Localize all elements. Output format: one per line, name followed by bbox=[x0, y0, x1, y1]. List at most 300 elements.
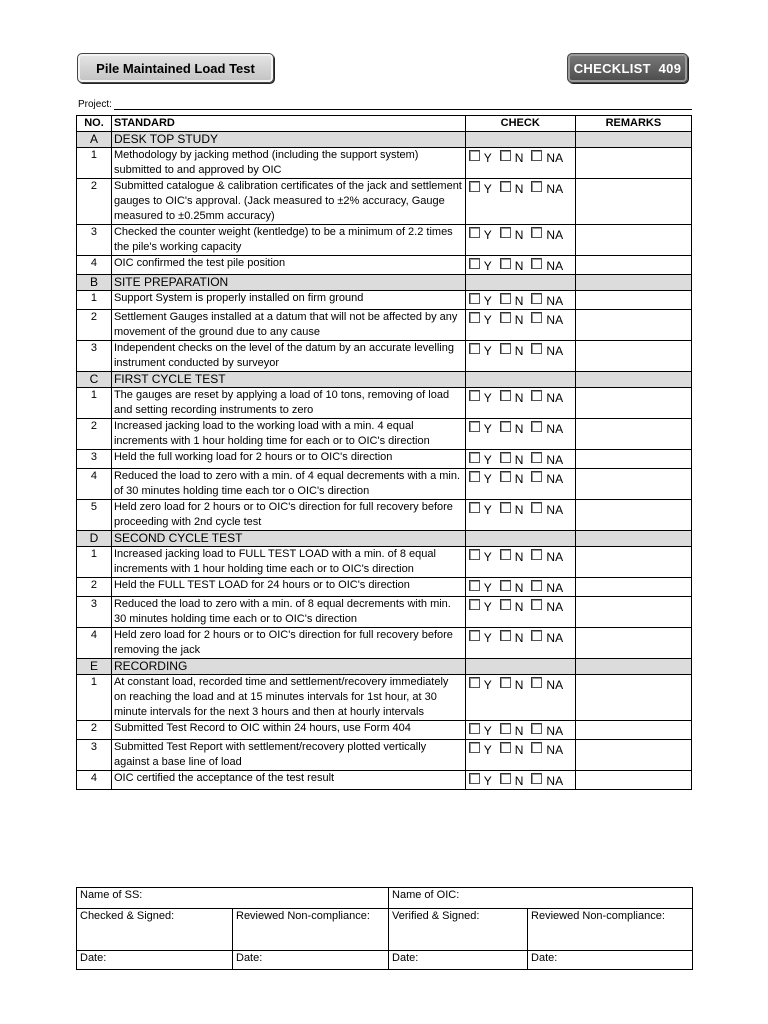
option-y-label: Y bbox=[483, 743, 492, 757]
check-options bbox=[469, 550, 575, 565]
option-na-label: NA bbox=[546, 472, 564, 486]
checkbox-n[interactable] bbox=[500, 343, 511, 354]
option-na[interactable] bbox=[531, 313, 563, 328]
item-check-cell bbox=[465, 547, 575, 578]
checkbox-na[interactable] bbox=[531, 421, 542, 432]
date-field-4[interactable]: Date: bbox=[528, 951, 693, 970]
checkbox-na[interactable] bbox=[531, 452, 542, 463]
checkbox-na[interactable] bbox=[531, 227, 542, 238]
option-na-label: NA bbox=[546, 259, 564, 273]
option-y[interactable] bbox=[469, 581, 492, 596]
option-n-label: N bbox=[514, 472, 524, 486]
option-n[interactable] bbox=[500, 550, 524, 565]
checkbox-na[interactable] bbox=[531, 580, 542, 591]
option-n[interactable] bbox=[500, 259, 524, 274]
item-standard-text: Held the FULL TEST LOAD for 24 hours or to OIC's direction bbox=[111, 578, 465, 597]
section-remarks-cell bbox=[575, 659, 691, 675]
check-options bbox=[469, 600, 575, 615]
checkbox-na[interactable] bbox=[531, 599, 542, 610]
option-y-label: Y bbox=[483, 600, 492, 614]
item-remarks-cell[interactable] bbox=[575, 597, 691, 628]
option-na-label: NA bbox=[546, 724, 564, 738]
checklist-item-row bbox=[77, 388, 692, 419]
item-standard-text: Settlement Gauges installed at a datum that will not be affected by any movement of the ground due to any cause bbox=[111, 310, 465, 341]
option-na[interactable] bbox=[531, 472, 563, 487]
option-na[interactable] bbox=[531, 678, 563, 693]
option-na[interactable] bbox=[531, 600, 563, 615]
verified-signed-field[interactable]: Verified & Signed: bbox=[389, 909, 528, 951]
option-n[interactable] bbox=[500, 294, 524, 309]
option-n[interactable] bbox=[500, 631, 524, 646]
section-title: RECORDING bbox=[111, 659, 465, 675]
checkbox-n[interactable] bbox=[500, 312, 511, 323]
checklist-item-row bbox=[77, 771, 692, 790]
checkbox-n[interactable] bbox=[500, 630, 511, 641]
option-na-label: NA bbox=[546, 503, 564, 517]
option-na-label: NA bbox=[546, 313, 564, 327]
option-na-label: NA bbox=[546, 422, 564, 436]
checkbox-y[interactable] bbox=[469, 599, 480, 610]
checkbox-n[interactable] bbox=[500, 580, 511, 591]
checkbox-na[interactable] bbox=[531, 181, 542, 192]
option-n[interactable] bbox=[500, 313, 524, 328]
option-n-label: N bbox=[514, 294, 524, 308]
item-number: 3 bbox=[77, 740, 112, 771]
option-na[interactable] bbox=[531, 228, 563, 243]
item-standard-text: Submitted Test Record to OIC within 24 hours, use Form 404 bbox=[111, 721, 465, 740]
option-na-label: NA bbox=[546, 344, 564, 358]
option-y[interactable] bbox=[469, 344, 492, 359]
item-number: 2 bbox=[77, 310, 112, 341]
item-standard-text: Submitted catalogue & calibration certificates of the jack and settlement gauges to OIC's approval. (Jack measured to ±2% accuracy, Gauge measured to ±0.25mm accuracy) bbox=[111, 179, 465, 225]
option-n[interactable] bbox=[500, 724, 524, 739]
section-letter: C bbox=[77, 372, 112, 388]
check-options bbox=[469, 294, 575, 309]
checklist-item-row bbox=[77, 675, 692, 721]
item-number: 2 bbox=[77, 179, 112, 225]
item-standard-text: At constant load, recorded time and settlement/recovery immediately on reaching the load and at 15 minutes intervals for 1st hour, at 30 minute intervals for the next 3 hours and then at hourly intervals bbox=[111, 675, 465, 721]
reviewed-noncompliance-field-1[interactable]: Reviewed Non-compliance: bbox=[233, 909, 389, 951]
section-row bbox=[77, 659, 692, 675]
item-remarks-cell[interactable] bbox=[575, 578, 691, 597]
option-y-label: Y bbox=[483, 313, 492, 327]
option-n-label: N bbox=[514, 581, 524, 595]
option-y[interactable] bbox=[469, 391, 492, 406]
item-number: 3 bbox=[77, 597, 112, 628]
option-y[interactable] bbox=[469, 453, 492, 468]
header-no: NO. bbox=[77, 116, 112, 132]
check-options bbox=[469, 581, 575, 596]
check-options bbox=[469, 259, 575, 274]
date-field-1[interactable]: Date: bbox=[77, 951, 233, 970]
item-remarks-cell[interactable] bbox=[575, 547, 691, 578]
checkbox-na[interactable] bbox=[531, 549, 542, 560]
item-remarks-cell[interactable] bbox=[575, 256, 691, 275]
item-remarks-cell[interactable] bbox=[575, 771, 691, 790]
item-remarks-cell[interactable] bbox=[575, 740, 691, 771]
item-remarks-cell[interactable] bbox=[575, 179, 691, 225]
option-n-label: N bbox=[514, 743, 524, 757]
section-remarks-cell bbox=[575, 531, 691, 547]
option-n-label: N bbox=[514, 151, 524, 165]
item-standard-text: Increased jacking load to FULL TEST LOAD with a min. of 8 equal increments with 1 hour holding time each or to OIC's direction bbox=[111, 547, 465, 578]
checked-signed-field[interactable]: Checked & Signed: bbox=[77, 909, 233, 951]
option-y-label: Y bbox=[483, 724, 492, 738]
checkbox-na[interactable] bbox=[531, 742, 542, 753]
item-number: 1 bbox=[77, 148, 112, 179]
item-number: 1 bbox=[77, 388, 112, 419]
checkbox-y[interactable] bbox=[469, 421, 480, 432]
item-number: 1 bbox=[77, 675, 112, 721]
option-y[interactable] bbox=[469, 678, 492, 693]
section-row bbox=[77, 275, 692, 291]
item-check-cell bbox=[465, 310, 575, 341]
section-letter: E bbox=[77, 659, 112, 675]
option-y[interactable] bbox=[469, 724, 492, 739]
item-standard-text: Reduced the load to zero with a min. of 8 equal decrements with min. 30 minutes holding time each or to OIC's direction bbox=[111, 597, 465, 628]
checkbox-y[interactable] bbox=[469, 773, 480, 784]
option-n-label: N bbox=[514, 259, 524, 273]
item-number: 4 bbox=[77, 469, 112, 500]
item-remarks-cell[interactable] bbox=[575, 388, 691, 419]
item-standard-text: Submitted Test Report with settlement/recovery plotted vertically against a base line of load bbox=[111, 740, 465, 771]
checkbox-na[interactable] bbox=[531, 630, 542, 641]
option-na[interactable] bbox=[531, 724, 563, 739]
item-number: 4 bbox=[77, 628, 112, 659]
option-y[interactable] bbox=[469, 503, 492, 518]
checkbox-y[interactable] bbox=[469, 312, 480, 323]
option-n[interactable] bbox=[500, 422, 524, 437]
checklist-item-row bbox=[77, 578, 692, 597]
checkbox-n[interactable] bbox=[500, 502, 511, 513]
checklist-item-row bbox=[77, 740, 692, 771]
checkbox-n[interactable] bbox=[500, 227, 511, 238]
option-n-label: N bbox=[514, 724, 524, 738]
check-options bbox=[469, 422, 575, 437]
option-n[interactable] bbox=[500, 344, 524, 359]
checkbox-na[interactable] bbox=[531, 677, 542, 688]
option-na-label: NA bbox=[546, 294, 564, 308]
checkbox-na[interactable] bbox=[531, 502, 542, 513]
checkbox-y[interactable] bbox=[469, 580, 480, 591]
check-options bbox=[469, 228, 575, 243]
checkbox-y[interactable] bbox=[469, 227, 480, 238]
item-number: 5 bbox=[77, 500, 112, 531]
option-na-label: NA bbox=[546, 550, 564, 564]
option-y-label: Y bbox=[483, 151, 492, 165]
checkbox-n[interactable] bbox=[500, 452, 511, 463]
option-y[interactable] bbox=[469, 259, 492, 274]
item-standard-text: Held the full working load for 2 hours or to OIC's direction bbox=[111, 450, 465, 469]
option-y[interactable] bbox=[469, 472, 492, 487]
checkbox-na[interactable] bbox=[531, 390, 542, 401]
checkbox-n[interactable] bbox=[500, 599, 511, 610]
item-remarks-cell[interactable] bbox=[575, 469, 691, 500]
item-number: 1 bbox=[77, 547, 112, 578]
option-y-label: Y bbox=[483, 503, 492, 517]
option-n-label: N bbox=[514, 182, 524, 196]
checkbox-na[interactable] bbox=[531, 471, 542, 482]
checkbox-n[interactable] bbox=[500, 150, 511, 161]
section-remarks-cell bbox=[575, 372, 691, 388]
option-na[interactable] bbox=[531, 503, 563, 518]
option-n[interactable] bbox=[500, 228, 524, 243]
option-n[interactable] bbox=[500, 472, 524, 487]
checkbox-na[interactable] bbox=[531, 312, 542, 323]
checklist-item-row bbox=[77, 256, 692, 275]
form-title bbox=[77, 53, 274, 83]
item-remarks-cell[interactable] bbox=[575, 341, 691, 372]
checkbox-y[interactable] bbox=[469, 742, 480, 753]
item-remarks-cell[interactable] bbox=[575, 500, 691, 531]
checkbox-n[interactable] bbox=[500, 773, 511, 784]
option-y[interactable] bbox=[469, 774, 492, 789]
option-y-label: Y bbox=[483, 182, 492, 196]
checklist-item-row bbox=[77, 450, 692, 469]
checklist-item-row bbox=[77, 341, 692, 372]
check-options bbox=[469, 391, 575, 406]
date-field-3[interactable]: Date: bbox=[389, 951, 528, 970]
option-n[interactable] bbox=[500, 151, 524, 166]
item-check-cell bbox=[465, 675, 575, 721]
option-n[interactable] bbox=[500, 391, 524, 406]
option-n[interactable] bbox=[500, 453, 524, 468]
item-check-cell bbox=[465, 179, 575, 225]
section-title: FIRST CYCLE TEST bbox=[111, 372, 465, 388]
option-y-label: Y bbox=[483, 631, 492, 645]
option-y[interactable] bbox=[469, 743, 492, 758]
option-n[interactable] bbox=[500, 581, 524, 596]
item-number: 3 bbox=[77, 450, 112, 469]
checkbox-n[interactable] bbox=[500, 390, 511, 401]
item-remarks-cell[interactable] bbox=[575, 148, 691, 179]
checklist-item-row bbox=[77, 419, 692, 450]
checkbox-y[interactable] bbox=[469, 293, 480, 304]
section-title: DESK TOP STUDY bbox=[111, 132, 465, 148]
checkbox-n[interactable] bbox=[500, 677, 511, 688]
option-y-label: Y bbox=[483, 581, 492, 595]
option-y[interactable] bbox=[469, 550, 492, 565]
checkbox-na[interactable] bbox=[531, 293, 542, 304]
checkbox-n[interactable] bbox=[500, 258, 511, 269]
option-na[interactable] bbox=[531, 581, 563, 596]
checklist-item-row bbox=[77, 469, 692, 500]
section-check-cell bbox=[465, 132, 575, 148]
checkbox-y[interactable] bbox=[469, 258, 480, 269]
name-of-oic-label[interactable]: Name of OIC: bbox=[389, 888, 693, 909]
checkbox-n[interactable] bbox=[500, 723, 511, 734]
name-of-ss-label[interactable]: Name of SS: bbox=[77, 888, 389, 909]
signoff-table bbox=[76, 887, 693, 970]
option-y[interactable] bbox=[469, 600, 492, 615]
option-y[interactable] bbox=[469, 182, 492, 197]
item-number: 3 bbox=[77, 225, 112, 256]
option-na[interactable] bbox=[531, 422, 563, 437]
checkbox-n[interactable] bbox=[500, 421, 511, 432]
item-remarks-cell[interactable] bbox=[575, 291, 691, 310]
item-standard-text: Independent checks on the level of the datum by an accurate levelling instrument conducted by surveyor bbox=[111, 341, 465, 372]
option-na[interactable] bbox=[531, 391, 563, 406]
checkbox-y[interactable] bbox=[469, 471, 480, 482]
item-number: 4 bbox=[77, 256, 112, 275]
checkbox-y[interactable] bbox=[469, 677, 480, 688]
project-field bbox=[78, 95, 692, 110]
checkbox-y[interactable] bbox=[469, 390, 480, 401]
option-y[interactable] bbox=[469, 294, 492, 309]
item-remarks-cell[interactable] bbox=[575, 628, 691, 659]
option-n[interactable] bbox=[500, 678, 524, 693]
check-options bbox=[469, 151, 575, 166]
item-number: 2 bbox=[77, 578, 112, 597]
checkbox-na[interactable] bbox=[531, 773, 542, 784]
checkbox-y[interactable] bbox=[469, 630, 480, 641]
item-standard-text: Held zero load for 2 hours or to OIC's direction for full recovery before removing the jack bbox=[111, 628, 465, 659]
checkbox-y[interactable] bbox=[469, 502, 480, 513]
item-check-cell bbox=[465, 500, 575, 531]
section-remarks-cell bbox=[575, 132, 691, 148]
option-na[interactable] bbox=[531, 344, 563, 359]
item-standard-text: Reduced the load to zero with a min. of 4 equal decrements with a min. of 30 minutes holding time each tor o OIC's direction bbox=[111, 469, 465, 500]
option-y-label: Y bbox=[483, 391, 492, 405]
checkbox-n[interactable] bbox=[500, 471, 511, 482]
option-y[interactable] bbox=[469, 313, 492, 328]
checkbox-n[interactable] bbox=[500, 742, 511, 753]
checklist-table bbox=[76, 115, 692, 790]
item-remarks-cell[interactable] bbox=[575, 419, 691, 450]
section-letter: D bbox=[77, 531, 112, 547]
item-number: 4 bbox=[77, 771, 112, 790]
header-remarks: REMARKS bbox=[575, 116, 691, 132]
checkbox-y[interactable] bbox=[469, 452, 480, 463]
checkbox-y[interactable] bbox=[469, 181, 480, 192]
option-n-label: N bbox=[514, 453, 524, 467]
option-n[interactable] bbox=[500, 600, 524, 615]
checklist-item-row bbox=[77, 547, 692, 578]
option-na[interactable] bbox=[531, 259, 563, 274]
option-y[interactable] bbox=[469, 151, 492, 166]
checkbox-na[interactable] bbox=[531, 258, 542, 269]
option-n-label: N bbox=[514, 774, 524, 788]
checkbox-y[interactable] bbox=[469, 343, 480, 354]
item-remarks-cell[interactable] bbox=[575, 310, 691, 341]
item-check-cell bbox=[465, 256, 575, 275]
item-check-cell bbox=[465, 578, 575, 597]
option-y-label: Y bbox=[483, 453, 492, 467]
option-y-label: Y bbox=[483, 228, 492, 242]
checklist-item-row bbox=[77, 179, 692, 225]
section-row bbox=[77, 132, 692, 148]
option-y[interactable] bbox=[469, 422, 492, 437]
option-na[interactable] bbox=[531, 774, 563, 789]
option-na-label: NA bbox=[546, 600, 564, 614]
option-na-label: NA bbox=[546, 678, 564, 692]
project-input-line[interactable] bbox=[114, 95, 692, 110]
checkbox-na[interactable] bbox=[531, 343, 542, 354]
section-row bbox=[77, 372, 692, 388]
checkbox-na[interactable] bbox=[531, 150, 542, 161]
option-na[interactable] bbox=[531, 294, 563, 309]
checkbox-y[interactable] bbox=[469, 150, 480, 161]
checkbox-n[interactable] bbox=[500, 549, 511, 560]
checklist-item-row bbox=[77, 291, 692, 310]
option-n[interactable] bbox=[500, 743, 524, 758]
checklist-item-row bbox=[77, 148, 692, 179]
item-number: 3 bbox=[77, 341, 112, 372]
option-n-label: N bbox=[514, 600, 524, 614]
option-n-label: N bbox=[514, 550, 524, 564]
option-n[interactable] bbox=[500, 182, 524, 197]
option-n[interactable] bbox=[500, 774, 524, 789]
item-remarks-cell[interactable] bbox=[575, 675, 691, 721]
option-y[interactable] bbox=[469, 228, 492, 243]
item-standard-text: Held zero load for 2 hours or to OIC's direction for full recovery before proceeding with 2nd cycle test bbox=[111, 500, 465, 531]
item-standard-text: OIC confirmed the test pile position bbox=[111, 256, 465, 275]
item-check-cell bbox=[465, 419, 575, 450]
check-options bbox=[469, 182, 575, 197]
option-y-label: Y bbox=[483, 259, 492, 273]
checklist-badge-text: CHECKLIST 409 bbox=[573, 60, 682, 76]
check-options bbox=[469, 313, 575, 328]
option-na[interactable] bbox=[531, 743, 563, 758]
form-title-text: Pile Maintained Load Test bbox=[96, 60, 255, 76]
section-remarks-cell bbox=[575, 275, 691, 291]
item-standard-text: OIC certified the acceptance of the test result bbox=[111, 771, 465, 790]
item-check-cell bbox=[465, 469, 575, 500]
option-n-label: N bbox=[514, 228, 524, 242]
checkbox-y[interactable] bbox=[469, 723, 480, 734]
item-remarks-cell[interactable] bbox=[575, 721, 691, 740]
checklist-item-row bbox=[77, 628, 692, 659]
section-check-cell bbox=[465, 275, 575, 291]
reviewed-noncompliance-field-2[interactable]: Reviewed Non-compliance: bbox=[528, 909, 693, 951]
item-remarks-cell[interactable] bbox=[575, 450, 691, 469]
section-letter: B bbox=[77, 275, 112, 291]
option-y[interactable] bbox=[469, 631, 492, 646]
checkbox-n[interactable] bbox=[500, 181, 511, 192]
option-na[interactable] bbox=[531, 453, 563, 468]
check-options bbox=[469, 724, 575, 739]
date-field-2[interactable]: Date: bbox=[233, 951, 389, 970]
checkbox-n[interactable] bbox=[500, 293, 511, 304]
option-y-label: Y bbox=[483, 344, 492, 358]
checklist-item-row bbox=[77, 310, 692, 341]
option-n[interactable] bbox=[500, 503, 524, 518]
check-options bbox=[469, 743, 575, 758]
section-check-cell bbox=[465, 531, 575, 547]
item-number: 2 bbox=[77, 419, 112, 450]
checkbox-y[interactable] bbox=[469, 549, 480, 560]
option-na[interactable] bbox=[531, 182, 563, 197]
option-y-label: Y bbox=[483, 422, 492, 436]
option-n-label: N bbox=[514, 391, 524, 405]
checklist-item-row bbox=[77, 597, 692, 628]
option-na[interactable] bbox=[531, 151, 563, 166]
section-row bbox=[77, 531, 692, 547]
check-options bbox=[469, 774, 575, 789]
check-options bbox=[469, 472, 575, 487]
option-y-label: Y bbox=[483, 550, 492, 564]
checklist-item-row bbox=[77, 721, 692, 740]
section-title: SITE PREPARATION bbox=[111, 275, 465, 291]
option-na[interactable] bbox=[531, 550, 563, 565]
option-na-label: NA bbox=[546, 151, 564, 165]
option-na[interactable] bbox=[531, 631, 563, 646]
checklist-item-row bbox=[77, 225, 692, 256]
checkbox-na[interactable] bbox=[531, 723, 542, 734]
item-remarks-cell[interactable] bbox=[575, 225, 691, 256]
option-na-label: NA bbox=[546, 228, 564, 242]
option-na-label: NA bbox=[546, 774, 564, 788]
